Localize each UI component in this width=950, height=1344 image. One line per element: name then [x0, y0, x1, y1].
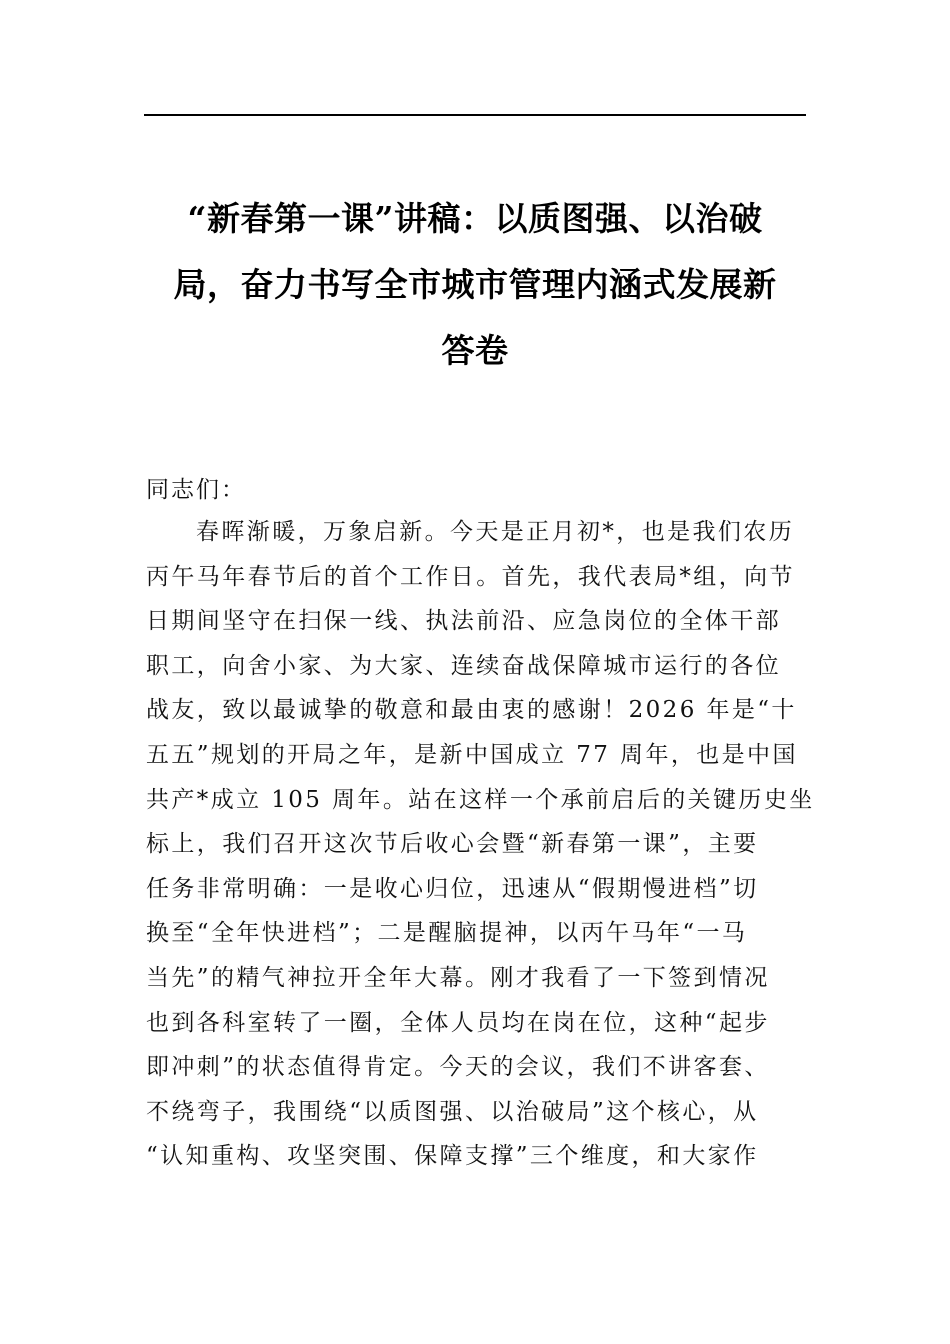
paragraph-line: 也到各科室转了一圈，全体人员均在岗在位，这种“起步	[146, 1009, 770, 1036]
paragraph-line: 丙午马年春节后的首个工作日。首先，我代表局*组，向节	[146, 563, 795, 590]
paragraph-line: “认知重构、攻坚突围、保障支撑”三个维度，和大家作	[146, 1143, 759, 1170]
paragraph-line: 当先”的精气神拉开全年大幕。刚才我看了一下签到情况	[146, 964, 770, 991]
paragraph-line: 换至“全年快进档”；二是醒脑提神，以丙午马年“一马	[146, 920, 748, 947]
document-body	[146, 470, 815, 1179]
document-title	[150, 186, 800, 384]
title-line: 答卷	[441, 331, 509, 370]
paragraph-line: 战友，致以最诚挚的敬意和最由衷的感谢！2026 年是“十	[146, 697, 797, 724]
paragraph-line: 五五”规划的开局之年，是新中国成立 77 周年，也是中国	[146, 741, 798, 768]
paragraph-line: 春晖渐暖，万象启新。今天是正月初*，也是我们农历	[196, 519, 795, 545]
paragraph-line: 不绕弯子，我围绕“以质图强、以治破局”这个核心，从	[146, 1098, 759, 1125]
body-paragraph	[146, 510, 815, 1179]
paragraph-line: 任务非常明确：一是收心归位，迅速从“假期慢进档”切	[146, 875, 759, 902]
paragraph-line: 日期间坚守在扫保一线、执法前沿、应急岗位的全体干部	[146, 608, 781, 635]
paragraph-line: 标上，我们召开这次节后收心会暨“新春第一课”，主要	[146, 831, 759, 858]
title-line: “新春第一课”讲稿：以质图强、以治破	[187, 199, 763, 238]
paragraph-line: 即冲刺”的状态值得肯定。今天的会议，我们不讲客套、	[146, 1054, 770, 1081]
salutation: 同志们：	[146, 477, 246, 503]
header-rule	[144, 114, 806, 116]
title-line: 局，奋力书写全市城市管理内涵式发展新	[173, 265, 777, 304]
paragraph-line: 共产*成立 105 周年。站在这样一个承前启后的关键历史坐	[146, 786, 815, 813]
paragraph-line: 职工，向舍小家、为大家、连续奋战保障城市运行的各位	[146, 652, 781, 679]
